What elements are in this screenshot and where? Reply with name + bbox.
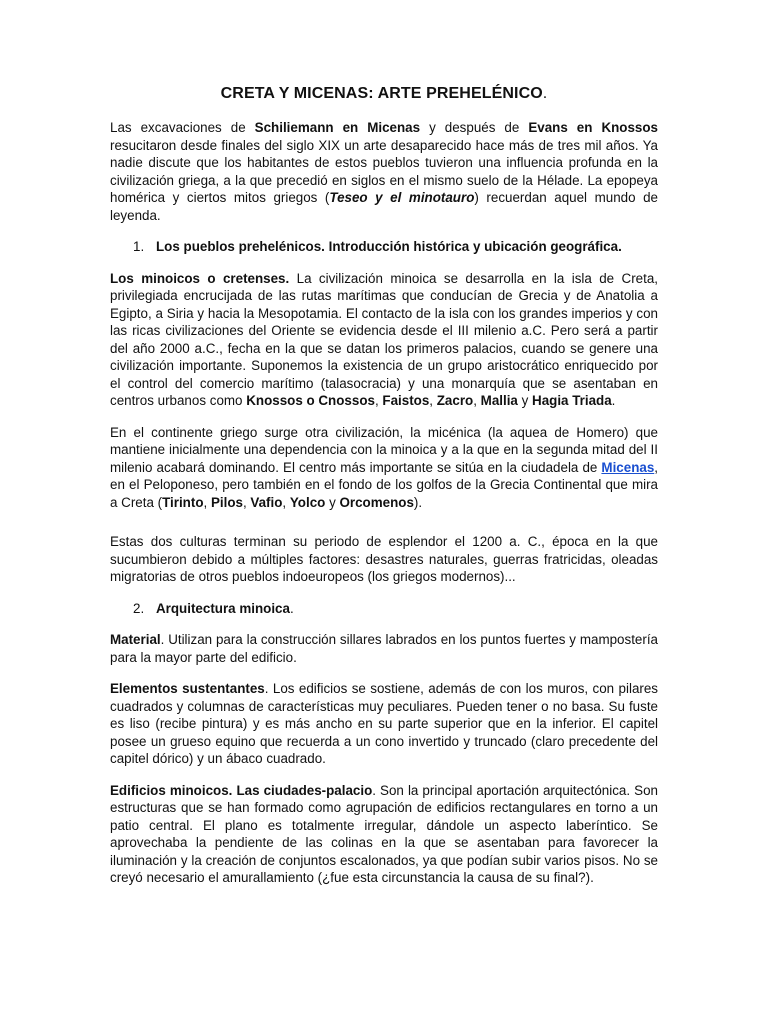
bold-run: Orcomenos [339, 494, 414, 510]
bold-run: Hagia Triada [532, 393, 612, 408]
heading-text: Los pueblos prehelénicos. Introducción histórica y ubicación geográfica. [156, 239, 622, 254]
minoicos-paragraph [110, 270, 658, 410]
decline-paragraph: Estas dos culturas terminan su periodo de esplendor el 1200 a. C., época en la que sucumbieron debido a múltiples factores: desastres naturales, guerras fratricidas, oleadas migratorias de otros pueblos indoeuropeos (los griegos modernos)... [110, 534, 658, 584]
palacio-paragraph [110, 782, 658, 887]
page-title [110, 85, 658, 103]
bold-run: Tirinto [162, 494, 204, 510]
separator: , [282, 494, 290, 510]
separator: , [242, 494, 251, 510]
separator: . [611, 393, 616, 408]
bold-run: Yolco [289, 494, 326, 510]
list-number: 2. [133, 600, 145, 616]
separator: , [473, 393, 481, 408]
separator: , [429, 393, 437, 408]
bold-run: Knossos o Cnossos [246, 393, 375, 408]
sustentantes-paragraph [110, 680, 658, 768]
separator: y [517, 393, 533, 408]
title-dot: . [542, 85, 548, 102]
text-run: Las excavaciones de [110, 120, 255, 135]
text-run: , en el Peloponeso, pero también en el fondo de los golfos de la Grecia Continental que mira a Creta ( [110, 459, 658, 510]
bold-run: Material [110, 632, 161, 647]
material-paragraph [110, 631, 658, 666]
heading-tail: . [289, 600, 294, 616]
separator: , [374, 393, 383, 408]
section-heading-1 [110, 238, 658, 256]
separator: ). [413, 494, 423, 510]
title-text: CRETA Y MICENAS: ARTE PREHELÉNICO [220, 85, 543, 102]
micenica-paragraph [110, 424, 658, 512]
micenas-link[interactable]: Micenas [601, 459, 655, 475]
heading-text: Arquitectura minoica [156, 600, 290, 616]
text-run: La civilización minoica se desarrolla en la isla de Creta, privilegiada encrucijada de las rutas marítimas que conducían de Grecia y de Anatolia a Egipto, a Siria y hacia la Mesopotamia. El contacto de la isla con los grandes imperios y con las ricas civilizaciones del Oriente se evidencia desde el III milenio a.C. Pero será a partir del año 2000 a.C., fecha en la que se datan los primeros palacios, cuando se genere una civilización importante. Suponemos la existencia de un grupo aristocrático enriquecido por el control del comercio marítimo (talasocracia) y una monarquía que se asentaban en centros urbanos como [110, 270, 658, 408]
text-run: resucitaron desde finales del siglo XIX un arte desaparecido hace más de tres mil años. Ya nadie discute que los habitantes de estos pueblos tuvieron una influencia profunda en la civilización griega, a la que precedió en siglos en el mismo suelo de la Hélade. La epopeya homérica y ciertos mitos griegos ( [110, 137, 658, 205]
text-run: y después de [420, 120, 529, 135]
text-run: En el continente griego surge otra civilización, la micénica (la aquea de Homero) que mantiene inicialmente una dependencia con la minoica y a la que en la segunda mitad del II milenio acabará dominando. El centro más importante se sitúa en la ciudadela de [110, 424, 658, 475]
bold-run: Pilos [210, 494, 243, 510]
separator: y [325, 494, 340, 510]
bold-run: Vafio [250, 494, 283, 510]
intro-paragraph [110, 119, 658, 224]
bold-run: Edificios minoicos. Las ciudades-palacio [110, 782, 373, 798]
text-run: . Son la principal aportación arquitectónica. Son estructuras que se han formado como agrupación de edificios rectangulares en torno a un patio central. El plano es totalmente irregular, dándole un aspecto laberíntico. Se aprovechaba la pendiente de las colinas en la que se asentaban para favorecer la iluminación y la creación de conjuntos escalonados, ya que podían subir varios pisos. No se creyó necesario el amurallamiento (¿fue esta circunstancia la causa de su final?). [110, 782, 658, 885]
separator: , [203, 494, 211, 510]
bold-run: Mallia [480, 393, 518, 408]
section-heading-2 [110, 600, 658, 618]
bold-italic-run: Teseo y el minotauro [329, 190, 475, 205]
spacer [110, 525, 658, 533]
text-run: . Utilizan para la construcción sillares labrados en los puntos fuertes y mampostería para la mayor parte del edificio. [110, 632, 658, 665]
text-run: ) recuerdan aquel mundo de leyenda. [110, 190, 658, 223]
bold-run: Elementos sustentantes [110, 681, 265, 696]
list-number: 1. [133, 239, 145, 254]
bold-run: Zacro [436, 393, 474, 408]
bold-run: Faistos [382, 393, 430, 408]
text-run: . Los edificios se sostiene, además de con los muros, con pilares cuadrados y columnas de características muy peculiares. Pueden tener o no basa. Su fuste es liso (recibe pintura) y es más ancho en su parte superior que en la inferior. El capitel posee un grueso equino que recuerda a un cono invertido y truncado (claro precedente del capitel dórico) y un ábaco cuadrado. [110, 681, 658, 766]
bold-run: Evans en Knossos [528, 120, 659, 135]
bold-run: Los minoicos o cretenses. [110, 270, 290, 286]
bold-run: Schiliemann en Micenas [254, 120, 421, 135]
